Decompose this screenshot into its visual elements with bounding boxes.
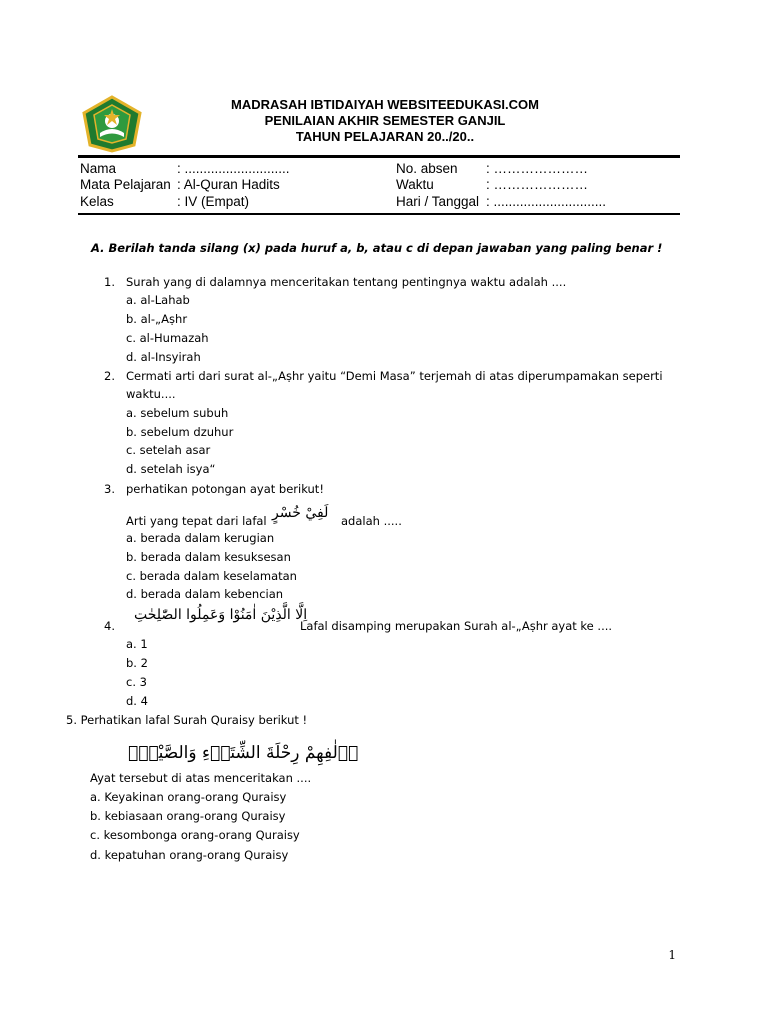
q1-option-d: d. al-Insyirah [126, 350, 201, 364]
info-rule [78, 213, 680, 215]
academic-year: TAHUN PELAJARAN 20../20.. [295, 129, 475, 144]
q3-option-c: c. berada dalam keselamatan [126, 569, 297, 583]
madrasah-logo [80, 95, 144, 153]
q3-arti-prefix: Arti yang tepat dari lafal [126, 514, 267, 528]
school-name: MADRASAH IBTIDAIYAH WEBSITEEDUKASI.COM [231, 97, 539, 112]
q4-number: 4. [104, 619, 115, 633]
q4-option-a: a. 1 [126, 637, 148, 651]
q4-option-c: c. 3 [126, 675, 147, 689]
logo-emblem-icon [80, 95, 144, 153]
header-rule [78, 155, 680, 158]
q5-option-a: a. Keyakinan orang-orang Quraisy [90, 790, 287, 804]
q5-option-c: c. kesombonga orang-orang Quraisy [90, 828, 300, 842]
q3-text: perhatikan potongan ayat berikut! [126, 482, 324, 496]
q4-arabic-lafal: اِلَّا الَّذِيْنَ اٰمَنُوْا وَعَمِلُوا الصّٰلِحٰتِ [134, 607, 308, 623]
q2-option-a: a. sebelum subuh [126, 406, 229, 420]
q1-number: 1. [104, 275, 115, 289]
nama-label: Nama [80, 161, 117, 176]
mapel-value: : Al-Quran Hadits [177, 177, 280, 192]
q3-arti-suffix: adalah ..... [341, 514, 402, 528]
instruction-text: A. Berilah tanda silang (x) pada huruf a, b, atau c di depan jawaban yang paling benar ! [91, 241, 663, 255]
kelas-value: : IV (Empat) [177, 194, 250, 209]
q1-option-c: c. al-Humazah [126, 331, 209, 345]
waktu-label: Waktu [396, 177, 434, 192]
q3-number: 3. [104, 482, 115, 496]
q2-text-line2: waktu.... [126, 387, 176, 401]
q2-number: 2. [104, 369, 115, 383]
nama-value: : ............................ [177, 161, 290, 176]
absen-value: : ………………… [486, 161, 589, 176]
page-number: 1 [668, 948, 676, 962]
q5-option-d: d. kepatuhan orang-orang Quraisy [90, 848, 289, 862]
q5-arabic-lafal: اٖلٰفِهِمْ رِحْلَةَ الشِّتَاۤءِ وَالصَّيْفِۚ [128, 743, 359, 763]
q1-text: Surah yang di dalamnya menceritakan tentang pentingnya waktu adalah .... [126, 275, 567, 289]
q1-option-a: a. al-Lahab [126, 293, 190, 307]
hari-value: : .............................. [486, 194, 607, 209]
q2-option-c: c. setelah asar [126, 443, 211, 457]
q3-arabic-lafal: لَفِيْ خُسْرٍ [272, 505, 329, 521]
q5-option-b: b. kebiasaan orang-orang Quraisy [90, 809, 286, 823]
q3-option-b: b. berada dalam kesuksesan [126, 550, 291, 564]
mapel-label: Mata Pelajaran [80, 177, 171, 192]
q5-question: Ayat tersebut di atas menceritakan .... [90, 771, 312, 785]
q3-option-d: d. berada dalam kebencian [126, 587, 284, 601]
q1-option-b: b. al-„Aṣhr [126, 312, 188, 326]
q5-text: 5. Perhatikan lafal Surah Quraisy berikut ! [66, 713, 308, 727]
q3-option-a: a. berada dalam kerugian [126, 531, 275, 545]
absen-label: No. absen [396, 161, 458, 176]
waktu-value: : ………………… [486, 177, 589, 192]
hari-label: Hari / Tanggal [396, 194, 480, 209]
q4-option-d: d. 4 [126, 694, 148, 708]
kelas-label: Kelas [80, 194, 114, 209]
exam-title: PENILAIAN AKHIR SEMESTER GANJIL [264, 113, 506, 128]
q2-text-line1: Cermati arti dari surat al-„Aṣhr yaitu “Demi Masa” terjemah di atas diperumpamakan seperti [126, 369, 663, 383]
q4-text: Lafal disamping merupakan Surah al-„Aṣhr ayat ke .... [300, 619, 613, 633]
q2-option-b: b. sebelum dzuhur [126, 425, 234, 439]
q2-option-d: d. setelah isya“ [126, 462, 216, 476]
q4-option-b: b. 2 [126, 656, 148, 670]
